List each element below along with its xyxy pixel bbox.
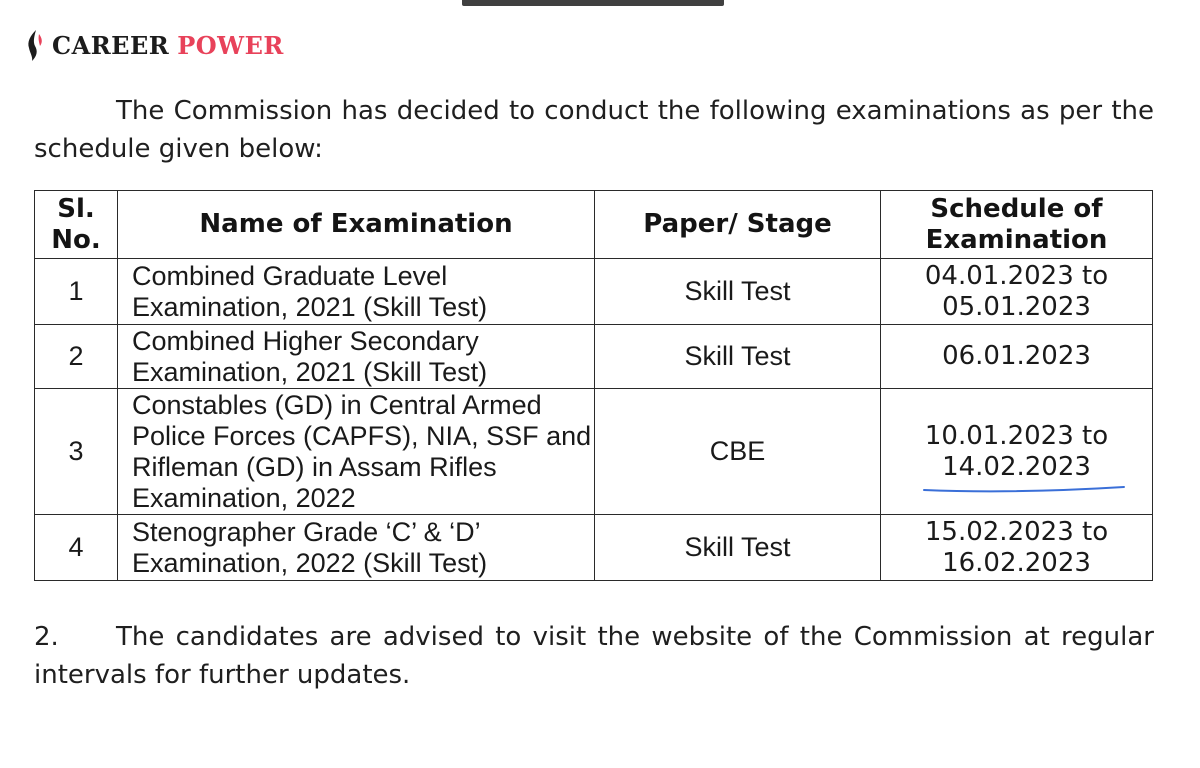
- row-3-no: 3: [35, 389, 118, 515]
- logo-word-career: CAREER: [52, 30, 170, 60]
- row-4-stage: Skill Test: [595, 515, 881, 581]
- row-2-no: 2: [35, 325, 118, 389]
- header-paper-stage: [595, 191, 881, 259]
- header-sl-no: [35, 191, 118, 259]
- header-exam-name-label: Name of Examination: [199, 209, 513, 239]
- row-2-schedule: 06.01.2023: [881, 325, 1153, 389]
- table-header-row: [35, 191, 1153, 259]
- row-1-schedule: 04.01.2023 to 05.01.2023: [881, 259, 1153, 325]
- header-sl-no-label: Sl. No.: [51, 193, 101, 255]
- row-1-no: 1: [35, 259, 118, 325]
- header-exam-name: [118, 191, 595, 259]
- table-row: [35, 515, 1153, 581]
- row-1-name: Combined Graduate Level Examination, 2021 (Skill Test): [118, 259, 595, 325]
- row-3-name: Constables (GD) in Central Armed Police Forces (CAPFS), NIA, SSF and Rifleman (GD) in Assam Rifles Examination, 2022: [118, 389, 595, 515]
- row-3-schedule: 10.01.2023 to 14.02.2023: [881, 389, 1153, 515]
- logo-word-power: POWER: [177, 30, 284, 60]
- row-2-name: Combined Higher Secondary Examination, 2021 (Skill Test): [118, 325, 595, 389]
- row-3-stage: CBE: [595, 389, 881, 515]
- intro-paragraph: The Commission has decided to conduct the following examinations as per the schedule given below:: [34, 96, 1154, 164]
- row-4-no: 4: [35, 515, 118, 581]
- row-1-stage: Skill Test: [595, 259, 881, 325]
- note-paragraph: [34, 618, 1154, 694]
- exam-schedule-table: [34, 190, 1153, 581]
- handwritten-underline: [922, 484, 1126, 494]
- cropped-heading-fragment: [462, 0, 724, 6]
- header-schedule: [881, 191, 1153, 259]
- career-power-logo: [24, 28, 284, 62]
- row-4-schedule: 15.02.2023 to 16.02.2023: [881, 515, 1153, 581]
- flame-icon: [24, 28, 46, 62]
- note-text: The candidates are advised to visit the website of the Commission at regular intervals for further updates.: [34, 622, 1154, 690]
- header-schedule-label: Schedule of Examination: [925, 193, 1108, 255]
- table-row: [35, 325, 1153, 389]
- row-4-name: Stenographer Grade ‘C’ & ‘D’ Examination, 2022 (Skill Test): [118, 515, 595, 581]
- table-row: [35, 389, 1153, 515]
- header-paper-stage-label: Paper/ Stage: [643, 209, 832, 239]
- logo-text: [52, 31, 284, 60]
- note-number: 2.: [34, 622, 59, 652]
- row-2-stage: Skill Test: [595, 325, 881, 389]
- table-row: [35, 259, 1153, 325]
